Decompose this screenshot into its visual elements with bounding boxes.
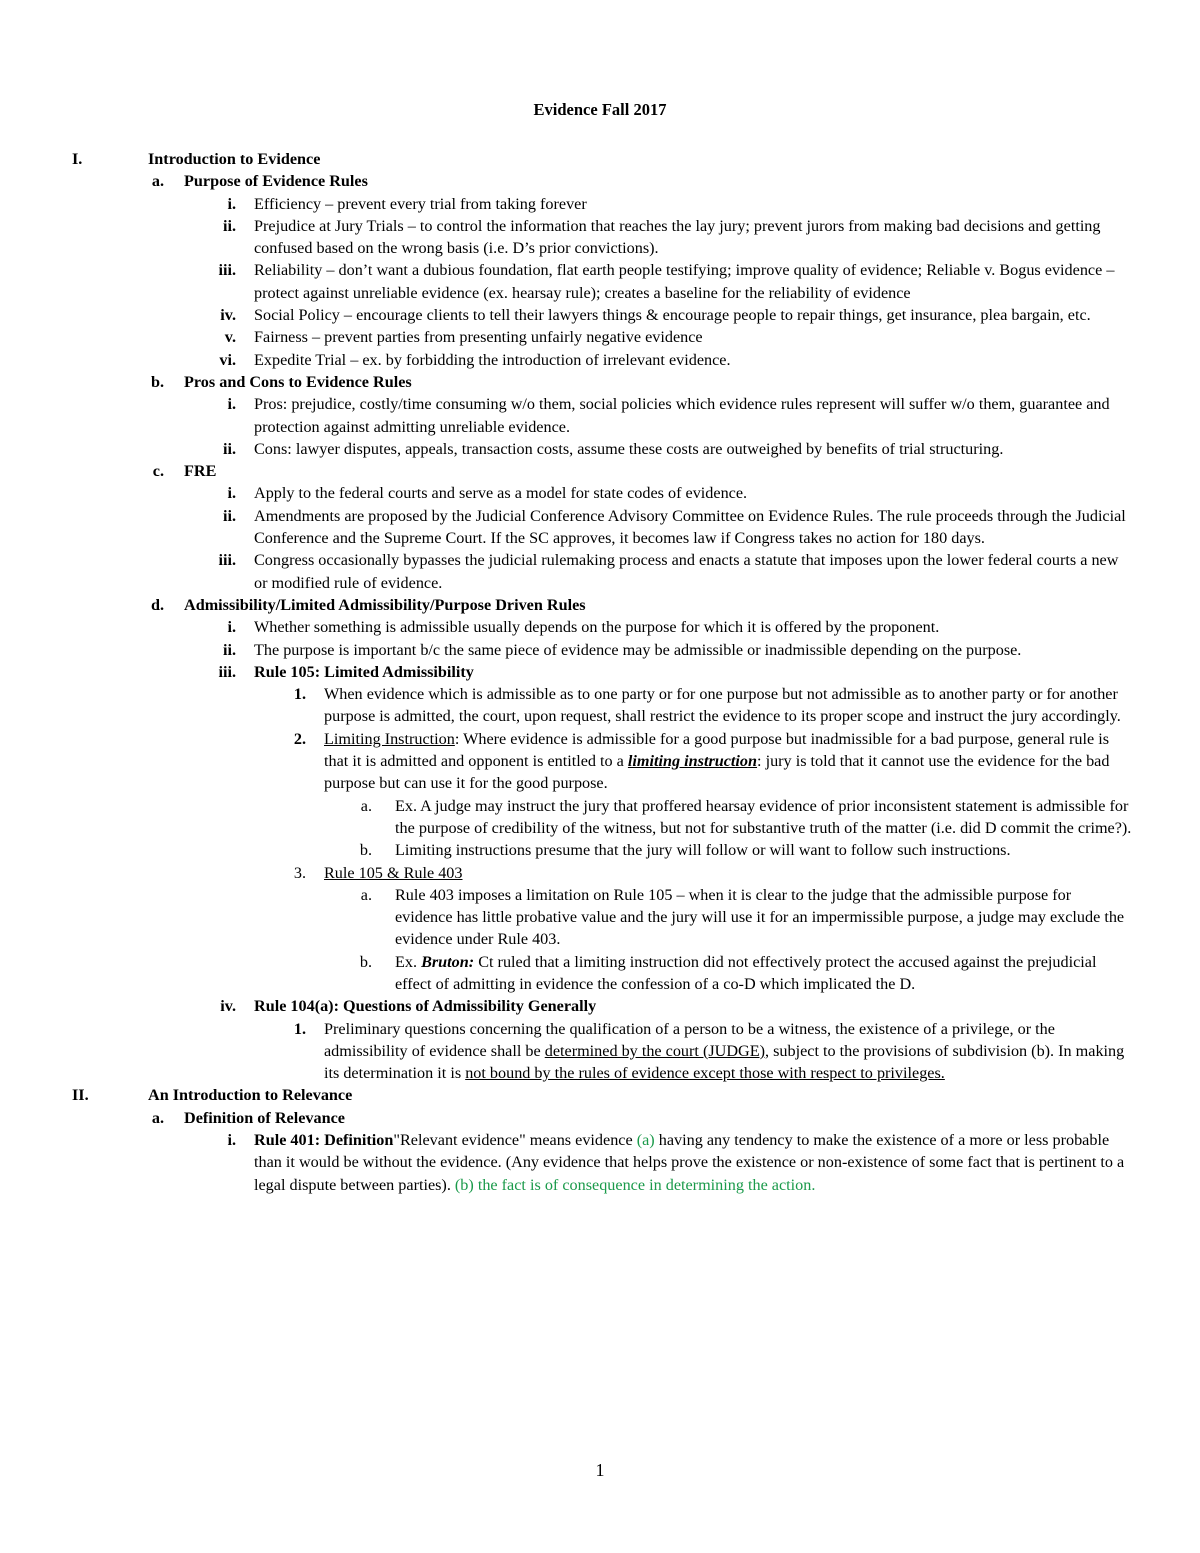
subsection-heading <box>0 170 1200 192</box>
item-marker: ii. <box>222 640 236 659</box>
item-text: Amendments are proposed by the Judicial Conference Advisory Committee on Evidence Rules. The rule proceeds through the Judicial Conference and the Supreme Court. If the SC approves, it becomes law if Congress takes no action for 180 days. <box>254 506 1126 548</box>
item-text: The purpose is important b/c the same piece of evidence may be admissible or inadmissible depending on the purpose. <box>254 640 1022 659</box>
list-item <box>0 304 1200 326</box>
list-item <box>0 995 1200 1017</box>
item-text <box>324 1018 1132 1085</box>
list-item <box>0 616 1200 638</box>
list-item <box>0 326 1200 348</box>
section-title: An Introduction to Relevance <box>148 1086 353 1105</box>
item-marker: i. <box>227 395 236 414</box>
subsection-marker: c. <box>152 462 164 481</box>
text-segment: : jury is told that it cannot use the evidence for the bad purpose but can use it for the good purpose. <box>324 752 1110 793</box>
subsection-marker: b. <box>150 372 164 391</box>
section-title: Introduction to Evidence <box>148 150 321 168</box>
item-marker: b. <box>359 952 372 971</box>
list-item <box>0 661 1200 683</box>
item-marker: i. <box>227 1131 236 1150</box>
subsection-marker: a. <box>151 172 164 191</box>
list-item <box>0 215 1200 260</box>
list-item <box>0 438 1200 460</box>
lettered-item <box>0 884 1200 951</box>
subsection-title: Definition of Relevance <box>184 1108 345 1127</box>
item-text: Reliability – don’t want a dubious foundation, flat earth people testifying; improve quality of evidence; Reliable v. Bogus evidence – protect against unreliable evidence (ex. hearsay rule); creates a baseline for the reliability of evidence <box>254 261 1115 302</box>
item-marker: 2. <box>293 729 306 748</box>
list-item <box>0 193 1200 215</box>
item-marker: ii. <box>222 506 236 525</box>
item-marker: b. <box>359 841 372 860</box>
item-text <box>254 1129 1132 1196</box>
item-marker: a. <box>360 885 372 904</box>
item-marker: i. <box>227 194 236 213</box>
list-item <box>0 393 1200 438</box>
list-item <box>0 549 1200 594</box>
item-text: Apply to the federal courts and serve as a model for state codes of evidence. <box>254 484 748 503</box>
list-item <box>0 259 1200 304</box>
item-text: Efficiency – prevent every trial from taking forever <box>254 194 587 213</box>
text-segment: "Relevant evidence" means evidence <box>393 1131 637 1150</box>
subsection-title: FRE <box>184 462 217 481</box>
section-heading <box>0 1084 1200 1106</box>
item-marker: 1. <box>293 685 306 704</box>
annotation-text: (b) the fact is of consequence in determining the action. <box>454 1175 816 1194</box>
item-marker: 1. <box>293 1019 306 1038</box>
subsection-heading <box>0 1107 1200 1129</box>
item-text: Rule 403 imposes a limitation on Rule 105 – when it is clear to the judge that the admissible purpose for evidence has little probative value and the jury will use it for an impermissible purpose, a judge may exclude the evidence under Rule 403. <box>395 885 1125 949</box>
item-marker: iv. <box>220 997 236 1016</box>
limiting-instruction-label: Limiting Instruction <box>324 729 455 748</box>
subsection-marker: d. <box>150 595 164 614</box>
item-marker: v. <box>224 328 236 347</box>
underlined-text: not bound by the rules of evidence except those with respect to privileges. <box>465 1064 945 1083</box>
outline <box>0 148 1200 1196</box>
item-text: Prejudice at Jury Trials – to control the information that reaches the lay jury; prevent jurors from making bad decisions and getting confused based on the wrong basis (i.e. D’s prior convictions). <box>254 216 1101 258</box>
text-segment: Ex. <box>395 952 422 971</box>
item-marker: iii. <box>218 261 236 280</box>
numbered-item <box>0 1018 1200 1085</box>
item-marker: ii. <box>222 216 236 235</box>
item-marker: a. <box>360 796 372 815</box>
section-marker: II. <box>72 1086 89 1105</box>
numbered-item <box>0 862 1200 884</box>
rule-heading: Rule 105: Limited Admissibility <box>254 662 474 681</box>
item-text <box>395 951 1132 996</box>
item-text: Expedite Trial – ex. by forbidding the introduction of irrelevant evidence. <box>254 350 731 369</box>
subsection-heading <box>0 371 1200 393</box>
item-marker: i. <box>227 618 236 637</box>
subsection-title: Purpose of Evidence Rules <box>184 172 368 191</box>
emphasis-term: limiting instruction <box>627 752 758 771</box>
text-segment: , subject to the provisions of subdivision (b). In making its determination it is <box>324 1041 1125 1083</box>
item-text: Whether something is admissible usually depends on the purpose for which it is offered by the proponent. <box>254 618 940 637</box>
case-name: Bruton: <box>421 952 475 971</box>
list-item <box>0 482 1200 504</box>
list-item <box>0 1129 1200 1196</box>
annotation-text: (a) <box>636 1131 655 1150</box>
list-item <box>0 349 1200 371</box>
section-heading <box>0 148 1200 170</box>
text-segment: Ct ruled that a limiting instruction did not effectively protect the accused against the prejudicial effect of admitting in evidence the confession of a co-D which implicated the D. <box>395 952 1097 993</box>
lettered-item <box>0 839 1200 861</box>
numbered-item <box>0 683 1200 728</box>
item-text: When evidence which is admissible as to one party or for one purpose but not admissible as to another party or for another purpose is admitted, the court, upon request, shall restrict the evidence to its proper scope and instruct the jury accordingly. <box>324 685 1121 726</box>
item-text: Pros: prejudice, costly/time consuming w/o them, social policies which evidence rules represent will suffer w/o them, guarantee and protection against admitting unreliable evidence. <box>254 395 1110 436</box>
item-marker: i. <box>227 484 236 503</box>
item-marker: ii. <box>222 439 236 458</box>
item-text: Congress occasionally bypasses the judicial rulemaking process and enacts a statute that imposes upon the lower federal courts a new or modified rule of evidence. <box>254 551 1119 592</box>
page-number: 1 <box>595 1460 605 1480</box>
item-text: Fairness – prevent parties from presenting unfairly negative evidence <box>254 328 703 347</box>
subsection-marker: a. <box>151 1108 164 1127</box>
lettered-item <box>0 951 1200 996</box>
document-title: Evidence Fall 2017 <box>533 100 667 119</box>
numbered-item <box>0 728 1200 795</box>
item-text: Social Policy – encourage clients to tell their lawyers things & encourage people to repair things, get insurance, plea bargain, etc. <box>254 306 1091 325</box>
item-marker: iii. <box>218 662 236 681</box>
item-marker: iii. <box>218 551 236 570</box>
subsection-title: Admissibility/Limited Admissibility/Purpose Driven Rules <box>184 595 586 614</box>
item-text: Ex. A judge may instruct the jury that proffered hearsay evidence of prior inconsistent statement is admissible for the purpose of credibility of the witness, but not for substantive truth of the matter (i.e. did D commit the crime?). <box>395 796 1132 837</box>
list-item <box>0 505 1200 550</box>
text-segment: : Where evidence is admissible for a good purpose but inadmissible for a bad purpose, general rule is that it is admitted and opponent is entitled to a <box>324 729 1110 771</box>
subsection-title: Pros and Cons to Evidence Rules <box>184 372 412 391</box>
rule-heading: Rule 104(a): Questions of Admissibility Generally <box>254 997 597 1016</box>
list-item <box>0 639 1200 661</box>
item-text: Cons: lawyer disputes, appeals, transaction costs, assume these costs are outweighed by benefits of trial structuring. <box>254 439 1004 458</box>
item-text <box>324 728 1132 795</box>
text-segment: Preliminary questions concerning the qualification of a person to be a witness, the existence of a privilege, or the admissibility of evidence shall be <box>324 1019 1055 1060</box>
item-text: Rule 105 & Rule 403 <box>324 863 463 882</box>
item-text: Limiting instructions presume that the jury will follow or will want to follow such instructions. <box>395 841 1011 860</box>
subsection-heading <box>0 594 1200 616</box>
item-marker: iv. <box>220 306 236 325</box>
item-marker: 3. <box>293 863 306 882</box>
subsection-heading <box>0 460 1200 482</box>
rule-label: Rule 401: Definition <box>254 1131 394 1150</box>
section-marker: I. <box>72 150 83 168</box>
item-marker: vi. <box>219 350 236 369</box>
underlined-text: determined by the court (JUDGE) <box>544 1041 765 1060</box>
text-segment: having any tendency to make the existence of a more or less probable than it would be without the evidence. (Any evidence that helps prove the existence or non-existence of some fact that is pertinent to a legal dispute between parties). <box>254 1131 1125 1194</box>
lettered-item <box>0 795 1200 840</box>
